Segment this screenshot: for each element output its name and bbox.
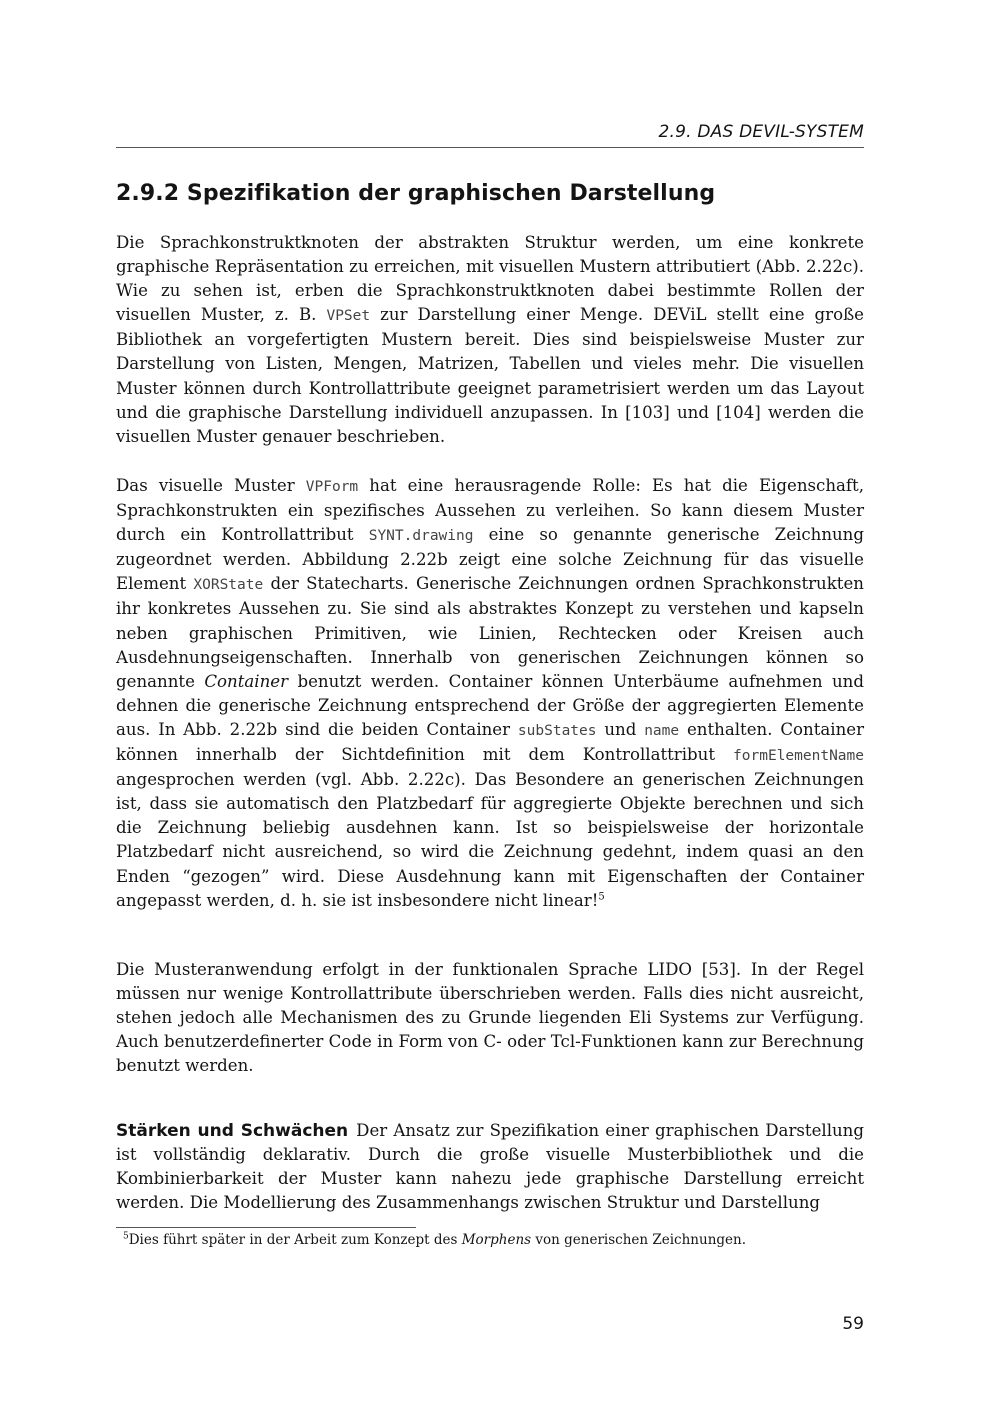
code-name: name bbox=[644, 722, 680, 739]
code-vpform: VPForm bbox=[305, 479, 359, 495]
run-in-heading: Stärken und Schwächen bbox=[116, 1121, 349, 1141]
paragraph-2-text-f: und bbox=[596, 719, 645, 739]
footnote-text-b: von generischen Zeichnungen. bbox=[531, 1232, 747, 1248]
footnote-rule bbox=[116, 1227, 416, 1228]
footnote-emphasis: Morphens bbox=[461, 1232, 532, 1248]
paragraph-2-text-a: Das visuelle Muster bbox=[116, 476, 306, 495]
paragraph-2-text-d: der Statecharts. Generische Zeichnungen ordnen Sprachkonstrukten ihr konkretes Aussehen zu. Sie sind als abstraktes Konzept zu verstehen und kapseln neben graphischen Primitiven, wie Linien, Rechtecken oder Kreisen auch Ausdehnungseigenschaften. Innerhalb von generischen Zeichnungen können so genannte bbox=[116, 574, 864, 691]
page-number: 59 bbox=[842, 1314, 864, 1334]
code-synt-drawing: SYNT.drawing bbox=[368, 528, 474, 545]
paragraph-2-text-g: enthalten. Container können innerhalb der Sichtdefinition mit dem Kontrollattribut bbox=[116, 719, 865, 765]
paragraph-1-text-a: Die Sprachkonstruktknoten der abstrakten Struktur werden, um eine konkrete graphische Repräsentation zu erreichen, mit visuellen Mustern attributiert (Abb. 2.22c). Wie zu sehen ist, erben die Sprachkonstruktknoten dabei bestimmte Rollen der visuellen Muster, z. B. bbox=[116, 233, 864, 325]
code-vpset: VPSet bbox=[326, 308, 371, 325]
section-title: 2.9.2 Spezifikation der graphischen Darstellung bbox=[116, 181, 716, 206]
paragraph-2-text-h: angesprochen werden (vgl. Abb. 2.22c). Das Besondere an generischen Zeichnungen ist, dass sie automatisch den Platzbedarf für aggregierte Objekte berechnen und sich die Zeichnung beliebig ausdehnen kann. Ist so beispielsweise der horizontale Platzbedarf nicht ausreichend, so wird die Zeichnung gedehnt, indem quasi an den Enden “gezogen” wird. Diese Ausdehnung kann mit Eigenschaften der Container angepasst werden, d. h. sie ist insbesondere nicht linear! bbox=[116, 770, 864, 910]
code-formelementname: formElementName bbox=[733, 748, 864, 765]
paragraph-4 bbox=[116, 1119, 864, 1215]
paragraph-2-text-c: eine so genannte generische Zeichnung zugeordnet werden. Abbildung 2.22b zeigt eine solche Zeichnung für das visuelle Element bbox=[116, 525, 864, 594]
paragraph-1-text-b: zur Darstellung einer Menge. DEViL stellt eine große Bibliothek an vorgefertigten Mustern bereit. Dies sind beispielsweise Muster zur Darstellung von Listen, Mengen, Matrizen, Tabellen und vieles mehr. Die visuellen Muster können durch Kontrollattribute geeignet parametrisiert werden um das Layout und die graphische Darstellung individuell anzupassen. In [103] und [104] werden die visuellen Muster genauer beschrieben. bbox=[116, 305, 864, 446]
footnote bbox=[116, 1230, 871, 1250]
paragraph-4-text: Der Ansatz zur Spezifikation einer graphischen Darstellung ist vollständig deklarativ. Durch die große visuelle Musterbibliothek und die Kombinierbarkeit der Muster kann nahezu jede graphische Darstellung erreicht werden. Die Modellierung des Zusammenhangs zwischen Struktur und Darstellung bbox=[116, 1121, 864, 1213]
code-substates: subStates bbox=[517, 722, 597, 739]
paragraph-1 bbox=[116, 231, 864, 449]
running-head: 2.9. DAS DEVIL-SYSTEM bbox=[658, 122, 864, 142]
paragraph-3: Die Musteranwendung erfolgt in der funktionalen Sprache LIDO [53]. In der Regel müssen nur wenige Kontrollattribute überschrieben werden. Falls dies nicht ausreicht, stehen jedoch alle Mechanismen des zu Grunde liegenden Eli Systems zur Verfügung. Auch benutzerdefinerter Code in Form von C- oder Tcl-Funktionen kann zur Berechnung benutzt werden. bbox=[116, 960, 864, 1076]
paragraph-2 bbox=[116, 474, 864, 913]
footnote-mark: 5 bbox=[123, 1231, 129, 1242]
paragraph-2-text-e: benutzt werden. Container können Unterbäume aufnehmen und dehnen die generische Zeichnung entsprechend der Größe der aggregierten Elemente aus. In Abb. 2.22b sind die beiden Container bbox=[116, 671, 864, 739]
footnote-text-a: Dies führt später in der Arbeit zum Konzept des bbox=[128, 1232, 462, 1248]
code-xorstate: XORState bbox=[193, 577, 264, 594]
paragraph-2-text-b: hat eine herausragende Rolle: Es hat die Eigenschaft, Sprachkonstrukten ein spezifisches Aussehen zu verleihen. So kann diesem Muster durch ein Kontrollattribut bbox=[116, 476, 864, 545]
emphasis-container: Container bbox=[204, 671, 289, 691]
header-rule bbox=[116, 147, 864, 148]
footnote-reference: 5 bbox=[598, 891, 605, 903]
